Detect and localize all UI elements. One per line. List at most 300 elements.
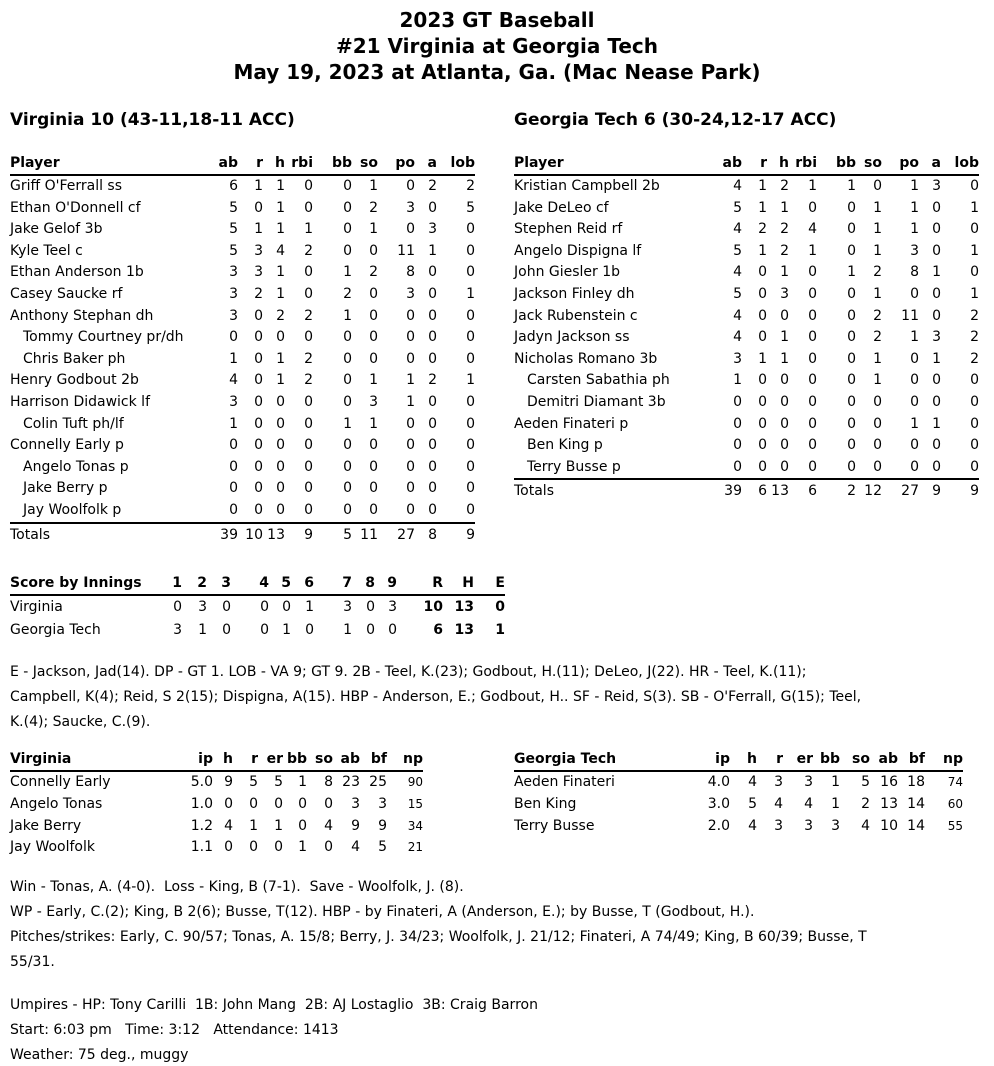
batting-row (10, 198, 475, 220)
stat-ip: 3.0 (707, 795, 730, 812)
home-totals-row (514, 479, 979, 503)
team-name: Georgia Tech (10, 621, 101, 638)
stat-lob: 0 (466, 458, 475, 475)
away-batting-table (10, 155, 475, 547)
batting-row (10, 306, 475, 328)
stat-ab: 4 (733, 329, 742, 346)
stat-po: 1 (910, 178, 919, 194)
total-po: 27 (882, 479, 919, 503)
stat-so: 2 (369, 199, 378, 216)
stat-bb: 0 (343, 437, 352, 454)
pitching-row (514, 771, 963, 794)
batting-row (10, 241, 475, 263)
stat-rbi: 0 (808, 307, 817, 324)
stat-bb: 3 (831, 817, 840, 834)
stat-rbi: 0 (808, 437, 817, 454)
stat-bb: 2 (343, 285, 352, 302)
away-team-header: Virginia 10 (43-11,18-11 ACC) (10, 110, 295, 130)
stat-r: 0 (254, 199, 263, 216)
column-gap (314, 595, 326, 619)
errors-total: 0 (495, 599, 505, 615)
stat-h: 0 (276, 393, 285, 410)
stat-rbi: 0 (304, 437, 313, 454)
stat-h: 4 (748, 774, 757, 790)
stat-rbi: 0 (304, 415, 313, 432)
stat-h: 1 (780, 329, 789, 346)
stat-h: 0 (276, 480, 285, 497)
stat-ab: 3 (229, 393, 238, 410)
stat-po: 11 (397, 242, 415, 259)
stat-a: 0 (932, 393, 941, 410)
inning-score: 0 (366, 599, 375, 615)
pitcher-name: Jay Woolfolk (10, 839, 95, 856)
total-h: 13 (263, 523, 285, 547)
stat-lob: 0 (466, 480, 475, 497)
col-header-np: np (925, 751, 963, 771)
stat-ab: 1 (229, 350, 238, 367)
total-rbi: 9 (285, 523, 313, 547)
stat-a: 1 (932, 415, 941, 432)
stat-a: 0 (428, 393, 437, 410)
stat-ab: 4 (733, 307, 742, 324)
pitching-row (514, 816, 963, 838)
col-header-po: po (378, 155, 415, 175)
stat-po: 0 (406, 329, 415, 346)
stat-h: 2 (780, 221, 789, 238)
stat-so: 0 (324, 839, 333, 856)
stat-np: 55 (947, 818, 963, 833)
stat-po: 1 (910, 221, 919, 238)
stat-h: 2 (780, 178, 789, 194)
stat-ab: 0 (733, 458, 742, 475)
stat-rbi: 1 (304, 221, 313, 238)
batting-row (10, 414, 475, 436)
stat-r: 0 (249, 839, 258, 856)
player-name: Ethan O'Donnell cf (10, 199, 141, 216)
player-name: Ben King p (527, 437, 603, 454)
stat-a: 0 (932, 372, 941, 389)
col-header-bb: bb (313, 155, 352, 175)
player-name: Connelly Early p (10, 437, 124, 454)
home-pitching-section (514, 751, 963, 837)
stat-h: 0 (780, 437, 789, 454)
stat-bf: 3 (378, 795, 387, 812)
stat-r: 0 (758, 264, 767, 281)
stat-po: 3 (910, 242, 919, 259)
stat-bb: 0 (847, 415, 856, 432)
total-r: 6 (742, 479, 767, 503)
title-block (0, 7, 994, 85)
hits-total: 13 (454, 599, 474, 615)
stat-lob: 0 (466, 264, 475, 281)
stat-ab: 4 (229, 372, 238, 389)
total-a: 9 (919, 479, 941, 503)
stat-so: 0 (369, 242, 378, 259)
stat-rbi: 2 (304, 242, 313, 259)
stat-h: 0 (276, 501, 285, 518)
away-pitching-table (10, 751, 423, 859)
stat-bb: 0 (343, 242, 352, 259)
stat-so: 0 (369, 350, 378, 367)
stat-h: 2 (780, 242, 789, 259)
stat-rbi: 2 (304, 307, 313, 324)
stat-np: 60 (947, 796, 963, 811)
stat-h: 1 (276, 372, 285, 389)
stat-lob: 0 (466, 350, 475, 367)
stat-bb: 0 (847, 285, 856, 302)
stat-ab: 3 (229, 307, 238, 324)
inning-score: 3 (343, 599, 352, 615)
stat-so: 4 (324, 817, 333, 834)
stat-po: 0 (406, 350, 415, 367)
stat-so: 4 (861, 817, 870, 834)
stat-rbi: 2 (304, 350, 313, 367)
stat-lob: 2 (466, 178, 475, 194)
stat-a: 3 (932, 178, 941, 194)
stat-rbi: 0 (304, 285, 313, 302)
stat-lob: 0 (466, 242, 475, 259)
stat-bb: 0 (343, 350, 352, 367)
stat-bb: 0 (847, 393, 856, 410)
col-header-player: Player (10, 155, 205, 175)
col-header-h: h (213, 751, 233, 771)
stat-bb: 1 (831, 795, 840, 812)
stat-so: 1 (873, 221, 882, 238)
stat-r: 1 (758, 350, 767, 367)
stat-r: 4 (774, 795, 783, 812)
stat-bb: 0 (343, 372, 352, 389)
col-header-ip: ip (170, 751, 213, 771)
stat-h: 1 (276, 221, 285, 238)
player-name: Terry Busse p (527, 458, 621, 475)
stat-h: 0 (276, 458, 285, 475)
player-name: Stephen Reid rf (514, 221, 623, 238)
away-batting-section (10, 110, 482, 547)
stat-ab: 6 (229, 178, 238, 194)
stat-rbi: 0 (808, 350, 817, 367)
stat-so: 2 (369, 264, 378, 281)
col-header-a: a (415, 155, 437, 175)
stat-a: 0 (428, 501, 437, 518)
stat-er: 4 (804, 795, 813, 812)
stat-so: 2 (873, 264, 882, 281)
pitching-row (514, 794, 963, 816)
stat-h: 1 (780, 350, 789, 367)
stat-rbi: 0 (808, 285, 817, 302)
player-name: Ethan Anderson 1b (10, 264, 144, 281)
stat-po: 1 (910, 415, 919, 432)
stat-so: 0 (369, 307, 378, 324)
stat-r: 3 (774, 774, 783, 790)
stat-lob: 0 (466, 415, 475, 432)
start-time-attendance-line: Start: 6:03 pm Time: 3:12 Attendance: 1413 (10, 1022, 339, 1038)
column-gap (231, 619, 243, 642)
stat-rbi: 4 (808, 221, 817, 238)
col-header-ab: ab (333, 751, 360, 771)
stat-rbi: 0 (304, 480, 313, 497)
col-header-a: a (919, 155, 941, 175)
player-name: Kyle Teel c (10, 242, 83, 259)
stat-lob: 0 (970, 372, 979, 389)
pitcher-name: Angelo Tonas (10, 795, 103, 812)
decisions-section (10, 875, 872, 975)
stat-ab: 0 (733, 393, 742, 410)
line-score-title: Score by Innings (10, 575, 160, 595)
stat-lob: 0 (970, 393, 979, 410)
pitches-strikes-line: Pitches/strikes: Early, C. 90/57; Tonas, A. 15/8; Berry, J. 34/23; Woolfolk, J. 21/12; Finateri, A 74/49; King, B 60/39; Busse, T 55/31. (10, 929, 872, 970)
stat-ip: 1.1 (190, 839, 213, 856)
stat-bb: 0 (847, 458, 856, 475)
stat-lob: 2 (970, 350, 979, 367)
stat-a: 0 (428, 480, 437, 497)
stat-lob: 0 (466, 221, 475, 238)
total-r: 10 (238, 523, 263, 547)
stat-rbi: 0 (808, 372, 817, 389)
stat-lob: 0 (970, 178, 979, 194)
stat-ab: 1 (733, 372, 742, 389)
player-name: Jack Rubenstein c (514, 307, 638, 324)
stat-er: 1 (274, 817, 283, 834)
stat-r: 3 (254, 242, 263, 259)
player-name: Jadyn Jackson ss (514, 329, 630, 346)
stat-ab: 10 (880, 817, 898, 834)
stat-a: 0 (428, 458, 437, 475)
player-name: Nicholas Romano 3b (514, 350, 658, 367)
stat-np: 21 (407, 840, 423, 855)
batting-row (10, 435, 475, 457)
inning-score: 1 (343, 621, 352, 638)
col-header-h: h (767, 155, 789, 175)
col-header-np: np (387, 751, 423, 771)
batting-row (514, 175, 979, 198)
stat-po: 0 (406, 480, 415, 497)
pitching-row (10, 816, 423, 838)
stat-a: 0 (932, 242, 941, 259)
stat-so: 0 (873, 458, 882, 475)
stat-bb: 0 (343, 393, 352, 410)
col-header-so: so (856, 155, 882, 175)
stat-ab: 13 (880, 795, 898, 812)
stat-bb: 1 (343, 415, 352, 432)
stat-po: 0 (910, 437, 919, 454)
stat-r: 0 (758, 372, 767, 389)
player-name: Casey Saucke rf (10, 285, 123, 302)
hits-header: H (443, 575, 474, 595)
stat-rbi: 0 (304, 393, 313, 410)
totals-label: Totals (514, 479, 709, 503)
batting-row (10, 478, 475, 500)
column-gap (314, 619, 326, 642)
pitcher-name: Terry Busse (514, 817, 595, 834)
col-header-bf: bf (360, 751, 387, 771)
col-header-h: h (263, 155, 285, 175)
away-pitching-section (10, 751, 423, 859)
inning-header-8: 8 (352, 575, 375, 595)
stat-ab: 4 (733, 264, 742, 281)
stat-np: 74 (947, 775, 963, 789)
col-header-po: po (882, 155, 919, 175)
home-batting-table (514, 155, 979, 503)
stat-ab: 4 (733, 178, 742, 194)
stat-h: 1 (780, 199, 789, 216)
stat-lob: 0 (970, 264, 979, 281)
stat-h: 0 (276, 329, 285, 346)
stat-bf: 14 (907, 795, 925, 812)
stat-so: 2 (861, 795, 870, 812)
total-rbi: 6 (789, 479, 817, 503)
batting-row (10, 327, 475, 349)
stat-po: 0 (910, 393, 919, 410)
col-header-er: er (258, 751, 283, 771)
stat-so: 0 (369, 329, 378, 346)
player-name: Carsten Sabathia ph (527, 372, 670, 389)
runs-total: 6 (433, 621, 443, 638)
stat-ab: 0 (229, 501, 238, 518)
stat-r: 0 (254, 372, 263, 389)
stat-ab: 9 (351, 817, 360, 834)
stat-h: 1 (276, 199, 285, 216)
stat-np: 90 (407, 775, 423, 789)
stat-po: 0 (910, 372, 919, 389)
stat-ab: 4 (351, 839, 360, 856)
stat-a: 0 (932, 285, 941, 302)
game-notes: E - Jackson, Jad(14). DP - GT 1. LOB - VA 9; GT 9. 2B - Teel, K.(23); Godbout, H.(11); DeLeo, J(22). HR - Teel, K.(11); Campbell, K(4); Reid, S 2(15); Dispigna, A(15). HBP - Anderson, E.; Godbout, H.. SF - Reid, S(3). SB - O'Ferrall, G(15); Teel, K.(4); Saucke, C.(9). (10, 664, 866, 730)
stat-er: 0 (274, 839, 283, 856)
stat-r: 2 (254, 285, 263, 302)
column-gap (231, 575, 243, 595)
inning-header-9: 9 (375, 575, 397, 595)
stat-h: 1 (276, 350, 285, 367)
errors-header: E (474, 575, 505, 595)
stat-ab: 23 (342, 774, 360, 790)
stat-bb: 0 (343, 329, 352, 346)
col-header-ab: ab (709, 155, 742, 175)
stat-ip: 4.0 (707, 774, 730, 790)
home-line-score-row (10, 619, 505, 642)
stat-h: 9 (224, 774, 233, 790)
runs-header: R (397, 575, 443, 595)
stat-r: 0 (254, 501, 263, 518)
inning-score: 3 (198, 599, 207, 615)
player-name: Angelo Tonas p (23, 458, 129, 475)
inning-score: 0 (282, 599, 291, 615)
pitching-row (10, 771, 423, 794)
stat-r: 1 (254, 221, 263, 238)
stat-er: 3 (804, 774, 813, 790)
stat-er: 5 (274, 774, 283, 790)
stat-r: 3 (774, 817, 783, 834)
stat-h: 3 (780, 285, 789, 302)
line-score-table (10, 575, 505, 641)
stat-bb: 1 (847, 178, 856, 194)
stat-po: 0 (406, 307, 415, 324)
stat-rbi: 0 (304, 501, 313, 518)
stat-bb: 0 (847, 372, 856, 389)
batting-row (10, 284, 475, 306)
stat-ab: 0 (229, 458, 238, 475)
home-batting-section (514, 110, 986, 503)
stat-rbi: 0 (304, 329, 313, 346)
batting-row (514, 219, 979, 241)
stat-lob: 0 (466, 393, 475, 410)
stat-h: 4 (748, 817, 757, 834)
stat-bb: 0 (847, 329, 856, 346)
stat-er: 3 (804, 817, 813, 834)
stat-ab: 0 (229, 437, 238, 454)
total-ab: 39 (709, 479, 742, 503)
total-a: 8 (415, 523, 437, 547)
inning-header-3: 3 (207, 575, 231, 595)
player-name: Demitri Diamant 3b (527, 393, 666, 410)
stat-h: 4 (224, 817, 233, 834)
batting-row (10, 219, 475, 241)
stat-rbi: 0 (304, 178, 313, 194)
pitching-team-header: Virginia (10, 751, 170, 771)
stat-np: 34 (407, 818, 423, 833)
stat-ab: 0 (733, 415, 742, 432)
stat-po: 8 (910, 264, 919, 281)
errors-total: 1 (495, 621, 505, 638)
stat-a: 0 (932, 437, 941, 454)
stat-a: 1 (428, 242, 437, 259)
batting-row (514, 327, 979, 349)
batting-row (10, 349, 475, 371)
stat-h: 5 (748, 795, 757, 812)
stat-r: 0 (254, 307, 263, 324)
inning-score: 3 (388, 599, 397, 615)
stat-bb: 0 (847, 199, 856, 216)
stat-a: 0 (428, 199, 437, 216)
col-header-lob: lob (437, 155, 475, 175)
stat-lob: 1 (970, 242, 979, 259)
player-name: Harrison Didawick lf (10, 393, 150, 410)
inning-score: 0 (305, 621, 314, 638)
stat-bb: 0 (343, 458, 352, 475)
stat-lob: 1 (466, 372, 475, 389)
stat-h: 0 (780, 307, 789, 324)
stat-r: 0 (254, 458, 263, 475)
stat-po: 0 (406, 437, 415, 454)
inning-score: 1 (198, 621, 207, 638)
stat-so: 0 (873, 437, 882, 454)
stat-bf: 25 (369, 774, 387, 790)
game-matchup: #21 Virginia at Georgia Tech (335, 34, 658, 58)
inning-score: 3 (173, 621, 182, 638)
stat-h: 0 (276, 415, 285, 432)
stat-so: 0 (369, 501, 378, 518)
col-header-ip: ip (679, 751, 730, 771)
batting-row (514, 414, 979, 436)
stat-a: 0 (932, 199, 941, 216)
stat-ip: 1.0 (190, 795, 213, 812)
weather-line: Weather: 75 deg., muggy (10, 1047, 189, 1063)
umpires-line: Umpires - HP: Tony Carilli 1B: John Mang 2B: AJ Lostaglio 3B: Craig Barron (10, 997, 538, 1013)
stat-so: 0 (369, 458, 378, 475)
pitching-header-row (514, 751, 963, 771)
batting-row (514, 435, 979, 457)
stat-so: 0 (873, 178, 882, 194)
stat-ab: 0 (229, 480, 238, 497)
stat-po: 3 (406, 199, 415, 216)
stat-rbi: 0 (808, 415, 817, 432)
stat-so: 1 (369, 415, 378, 432)
stat-r: 2 (758, 221, 767, 238)
hits-total: 13 (454, 621, 474, 638)
stat-er: 0 (274, 795, 283, 812)
stat-so: 2 (873, 329, 882, 346)
player-name: Angelo Dispigna lf (514, 242, 642, 259)
stat-a: 0 (428, 350, 437, 367)
